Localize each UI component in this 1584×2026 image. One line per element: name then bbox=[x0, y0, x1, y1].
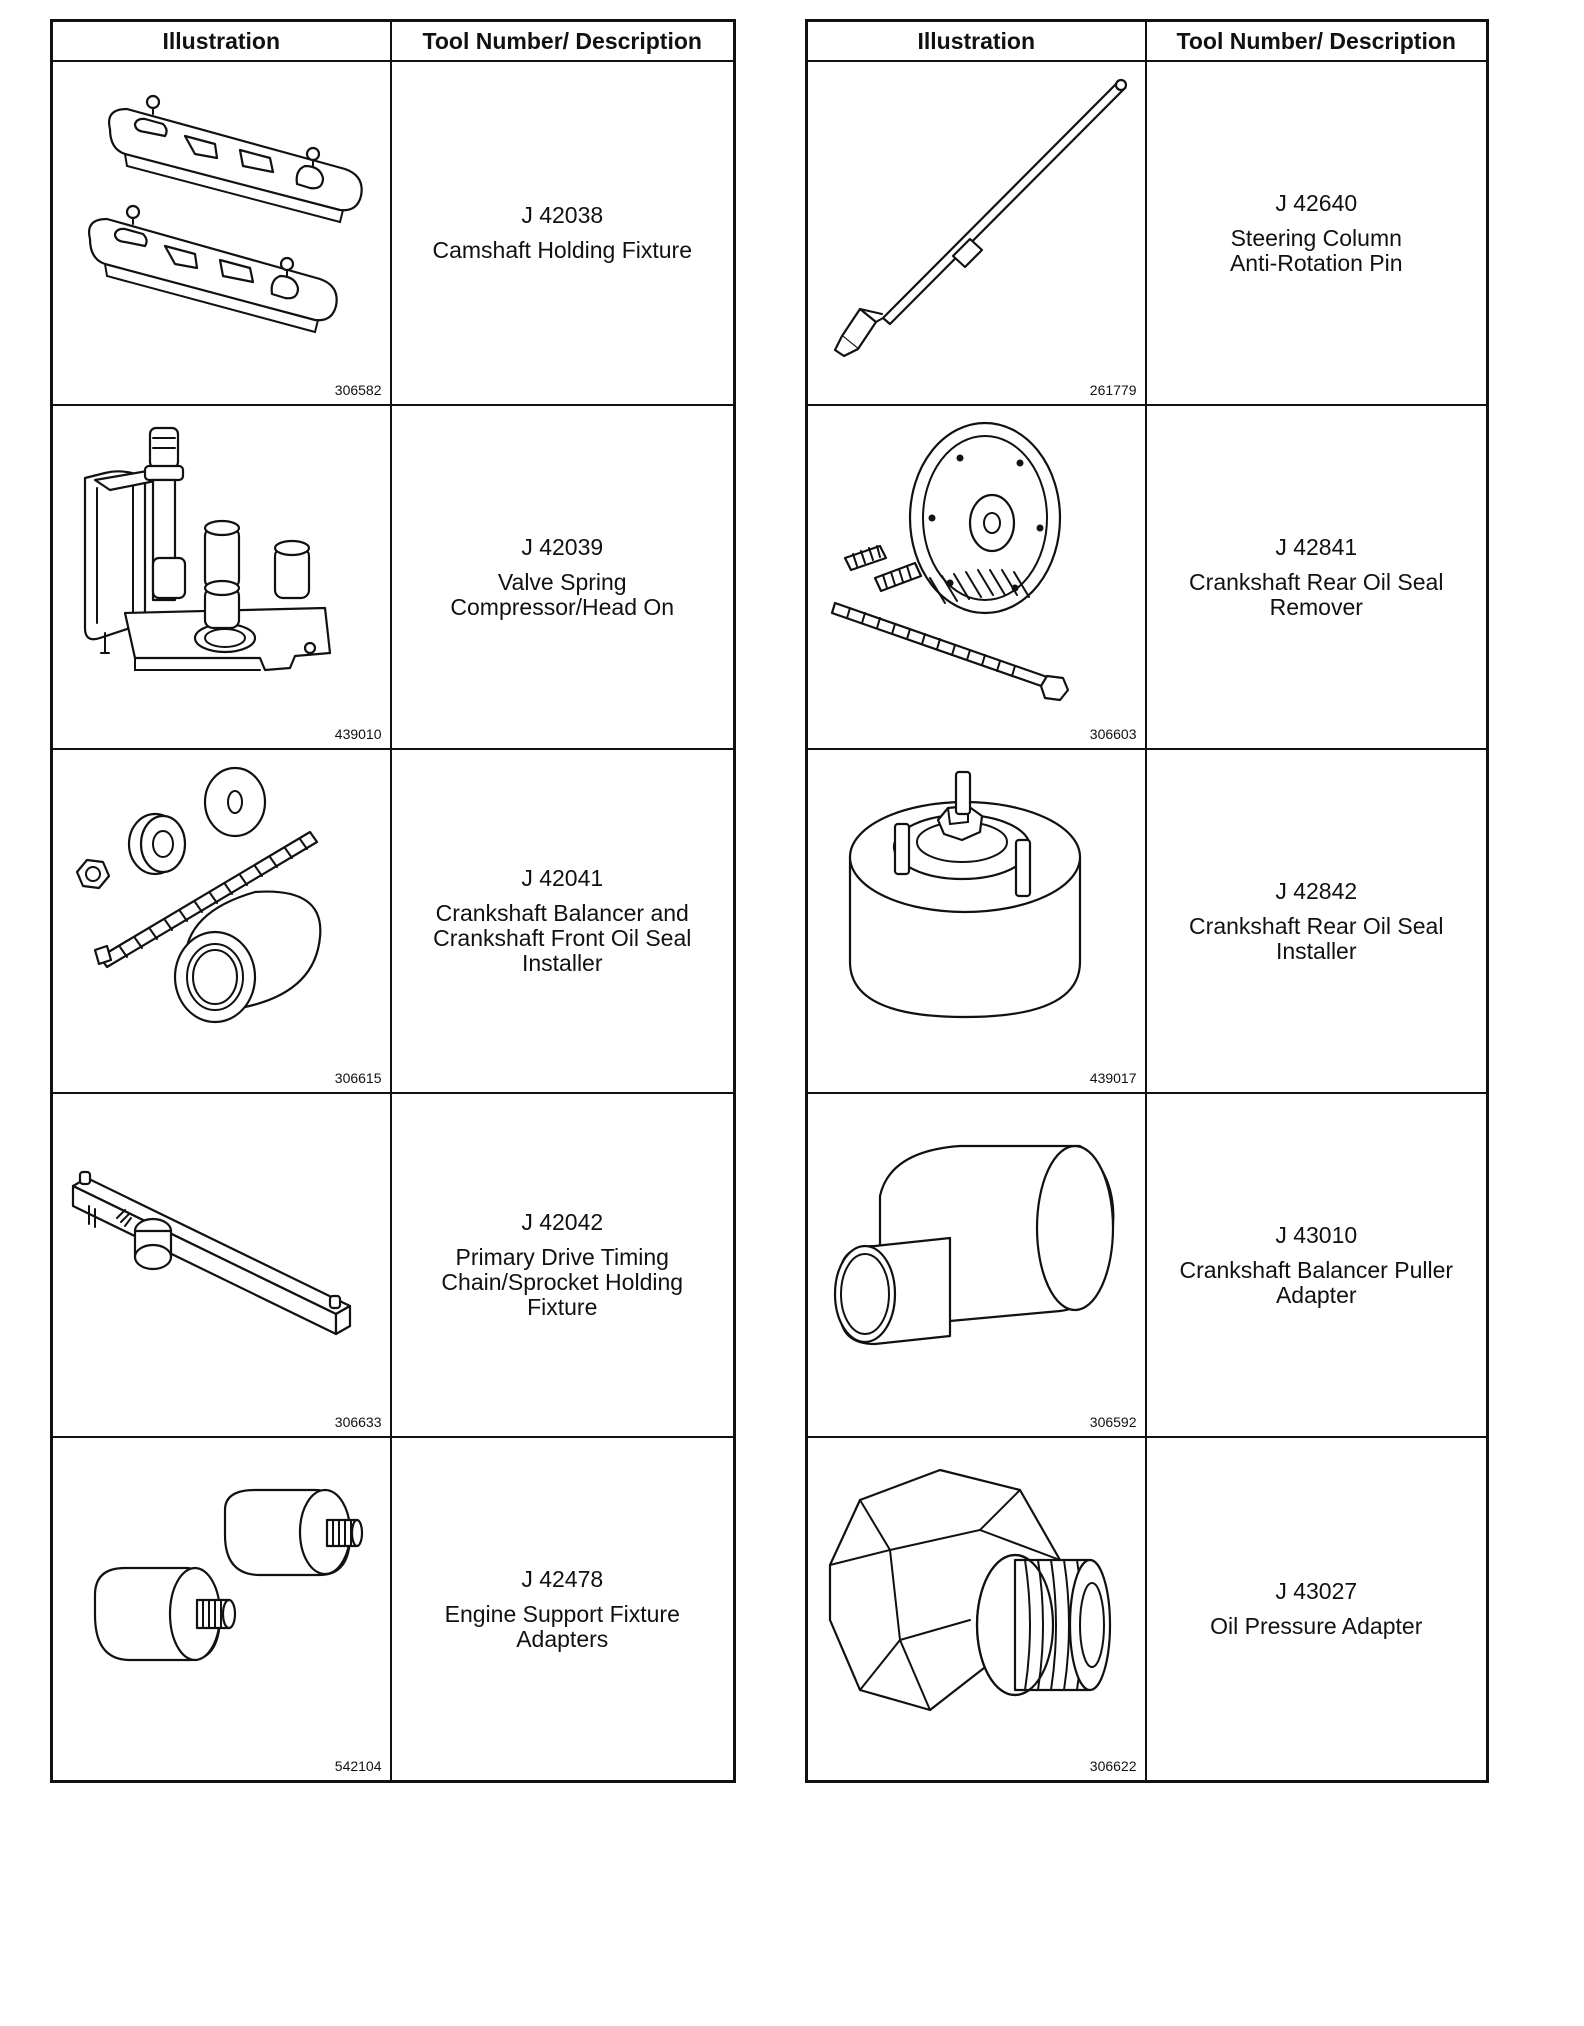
illustration-cell bbox=[52, 405, 391, 749]
tool-number: J 42478 bbox=[521, 1565, 604, 1592]
illustration-cell bbox=[807, 405, 1146, 749]
illustration-cell bbox=[52, 1093, 391, 1437]
illustration-cell bbox=[52, 1437, 391, 1782]
figure-number: 306622 bbox=[1089, 1758, 1137, 1774]
figure-number: 261779 bbox=[1089, 382, 1137, 398]
tool-number: J 42041 bbox=[521, 865, 604, 891]
tool-number: J 43027 bbox=[1275, 1578, 1358, 1604]
tool-number: J 42841 bbox=[1275, 533, 1358, 560]
description-column-header: Tool Number/ Description bbox=[391, 21, 735, 62]
tools-table-left bbox=[50, 19, 736, 1783]
tool-number: J 43010 bbox=[1275, 1221, 1358, 1248]
description-cell bbox=[391, 405, 735, 749]
table-row bbox=[807, 1093, 1488, 1437]
description-column-header: Tool Number/ Description bbox=[1146, 21, 1488, 62]
description-cell bbox=[1146, 405, 1488, 749]
timing-chain-holding-fixture-icon bbox=[65, 1106, 380, 1406]
tools-table-right bbox=[805, 19, 1489, 1783]
table-header-row bbox=[807, 21, 1488, 62]
tool-description: Steering Column Anti-Rotation Pin bbox=[1229, 224, 1403, 276]
valve-spring-compressor-icon bbox=[65, 418, 380, 718]
tool-description: Engine Support Fixture Adapters bbox=[444, 1600, 680, 1652]
figure-number: 306592 bbox=[1089, 1414, 1137, 1430]
description-cell bbox=[1146, 749, 1488, 1093]
illustration-cell bbox=[52, 61, 391, 405]
tool-description: Crankshaft Balancer and Crankshaft Front Oil Seal Installer bbox=[433, 900, 692, 976]
illustration-cell bbox=[807, 1093, 1146, 1437]
table-row bbox=[807, 61, 1488, 405]
illustration-cell bbox=[52, 749, 391, 1093]
illustration-cell bbox=[807, 749, 1146, 1093]
figure-number: 306603 bbox=[1089, 726, 1137, 742]
table-row bbox=[807, 405, 1488, 749]
table-row bbox=[807, 1437, 1488, 1782]
description-cell bbox=[391, 749, 735, 1093]
illustration-column-header: Illustration bbox=[52, 21, 391, 62]
table-header-row bbox=[52, 21, 735, 62]
description-cell bbox=[1146, 1437, 1488, 1782]
camshaft-holding-fixture-icon bbox=[65, 74, 380, 374]
illustration-cell bbox=[807, 61, 1146, 405]
oil-pressure-adapter-icon bbox=[820, 1450, 1135, 1750]
tool-number: J 42640 bbox=[1275, 189, 1358, 216]
tool-number: J 42042 bbox=[521, 1209, 604, 1235]
balancer-puller-adapter-icon bbox=[820, 1106, 1135, 1406]
description-cell bbox=[1146, 1093, 1488, 1437]
tool-description: Primary Drive Timing Chain/Sprocket Holding Fixture bbox=[441, 1244, 684, 1320]
figure-number: 306582 bbox=[334, 382, 382, 398]
table-row bbox=[52, 1093, 735, 1437]
tool-description: Crankshaft Rear Oil Seal Remover bbox=[1189, 568, 1444, 620]
table-row bbox=[52, 405, 735, 749]
rear-oil-seal-remover-icon bbox=[820, 418, 1135, 718]
table-row bbox=[807, 749, 1488, 1093]
rear-oil-seal-installer-icon bbox=[820, 762, 1135, 1062]
description-cell bbox=[1146, 61, 1488, 405]
tool-number: J 42038 bbox=[521, 202, 604, 228]
anti-rotation-pin-icon bbox=[820, 74, 1135, 374]
table-row bbox=[52, 61, 735, 405]
tool-description: Valve Spring Compressor/Head On bbox=[450, 568, 675, 620]
description-cell bbox=[391, 1093, 735, 1437]
illustration-cell bbox=[807, 1437, 1146, 1782]
balancer-installer-icon bbox=[65, 762, 380, 1062]
tool-number: J 42842 bbox=[1275, 877, 1358, 904]
tool-description: Crankshaft Rear Oil Seal Installer bbox=[1189, 912, 1444, 964]
tool-description: Crankshaft Balancer Puller Adapter bbox=[1179, 1256, 1454, 1308]
figure-number: 306633 bbox=[334, 1414, 382, 1430]
engine-support-adapters-icon bbox=[65, 1450, 380, 1750]
tool-number: J 42039 bbox=[521, 533, 604, 560]
figure-number: 439010 bbox=[334, 726, 382, 742]
figure-number: 306615 bbox=[334, 1070, 382, 1086]
description-cell bbox=[391, 61, 735, 405]
table-row bbox=[52, 749, 735, 1093]
description-cell bbox=[391, 1437, 735, 1782]
tool-description: Oil Pressure Adapter bbox=[1210, 1613, 1423, 1639]
figure-number: 439017 bbox=[1089, 1070, 1137, 1086]
tool-description: Camshaft Holding Fixture bbox=[432, 237, 692, 263]
figure-number: 542104 bbox=[334, 1758, 382, 1774]
illustration-column-header: Illustration bbox=[807, 21, 1146, 62]
table-row bbox=[52, 1437, 735, 1782]
